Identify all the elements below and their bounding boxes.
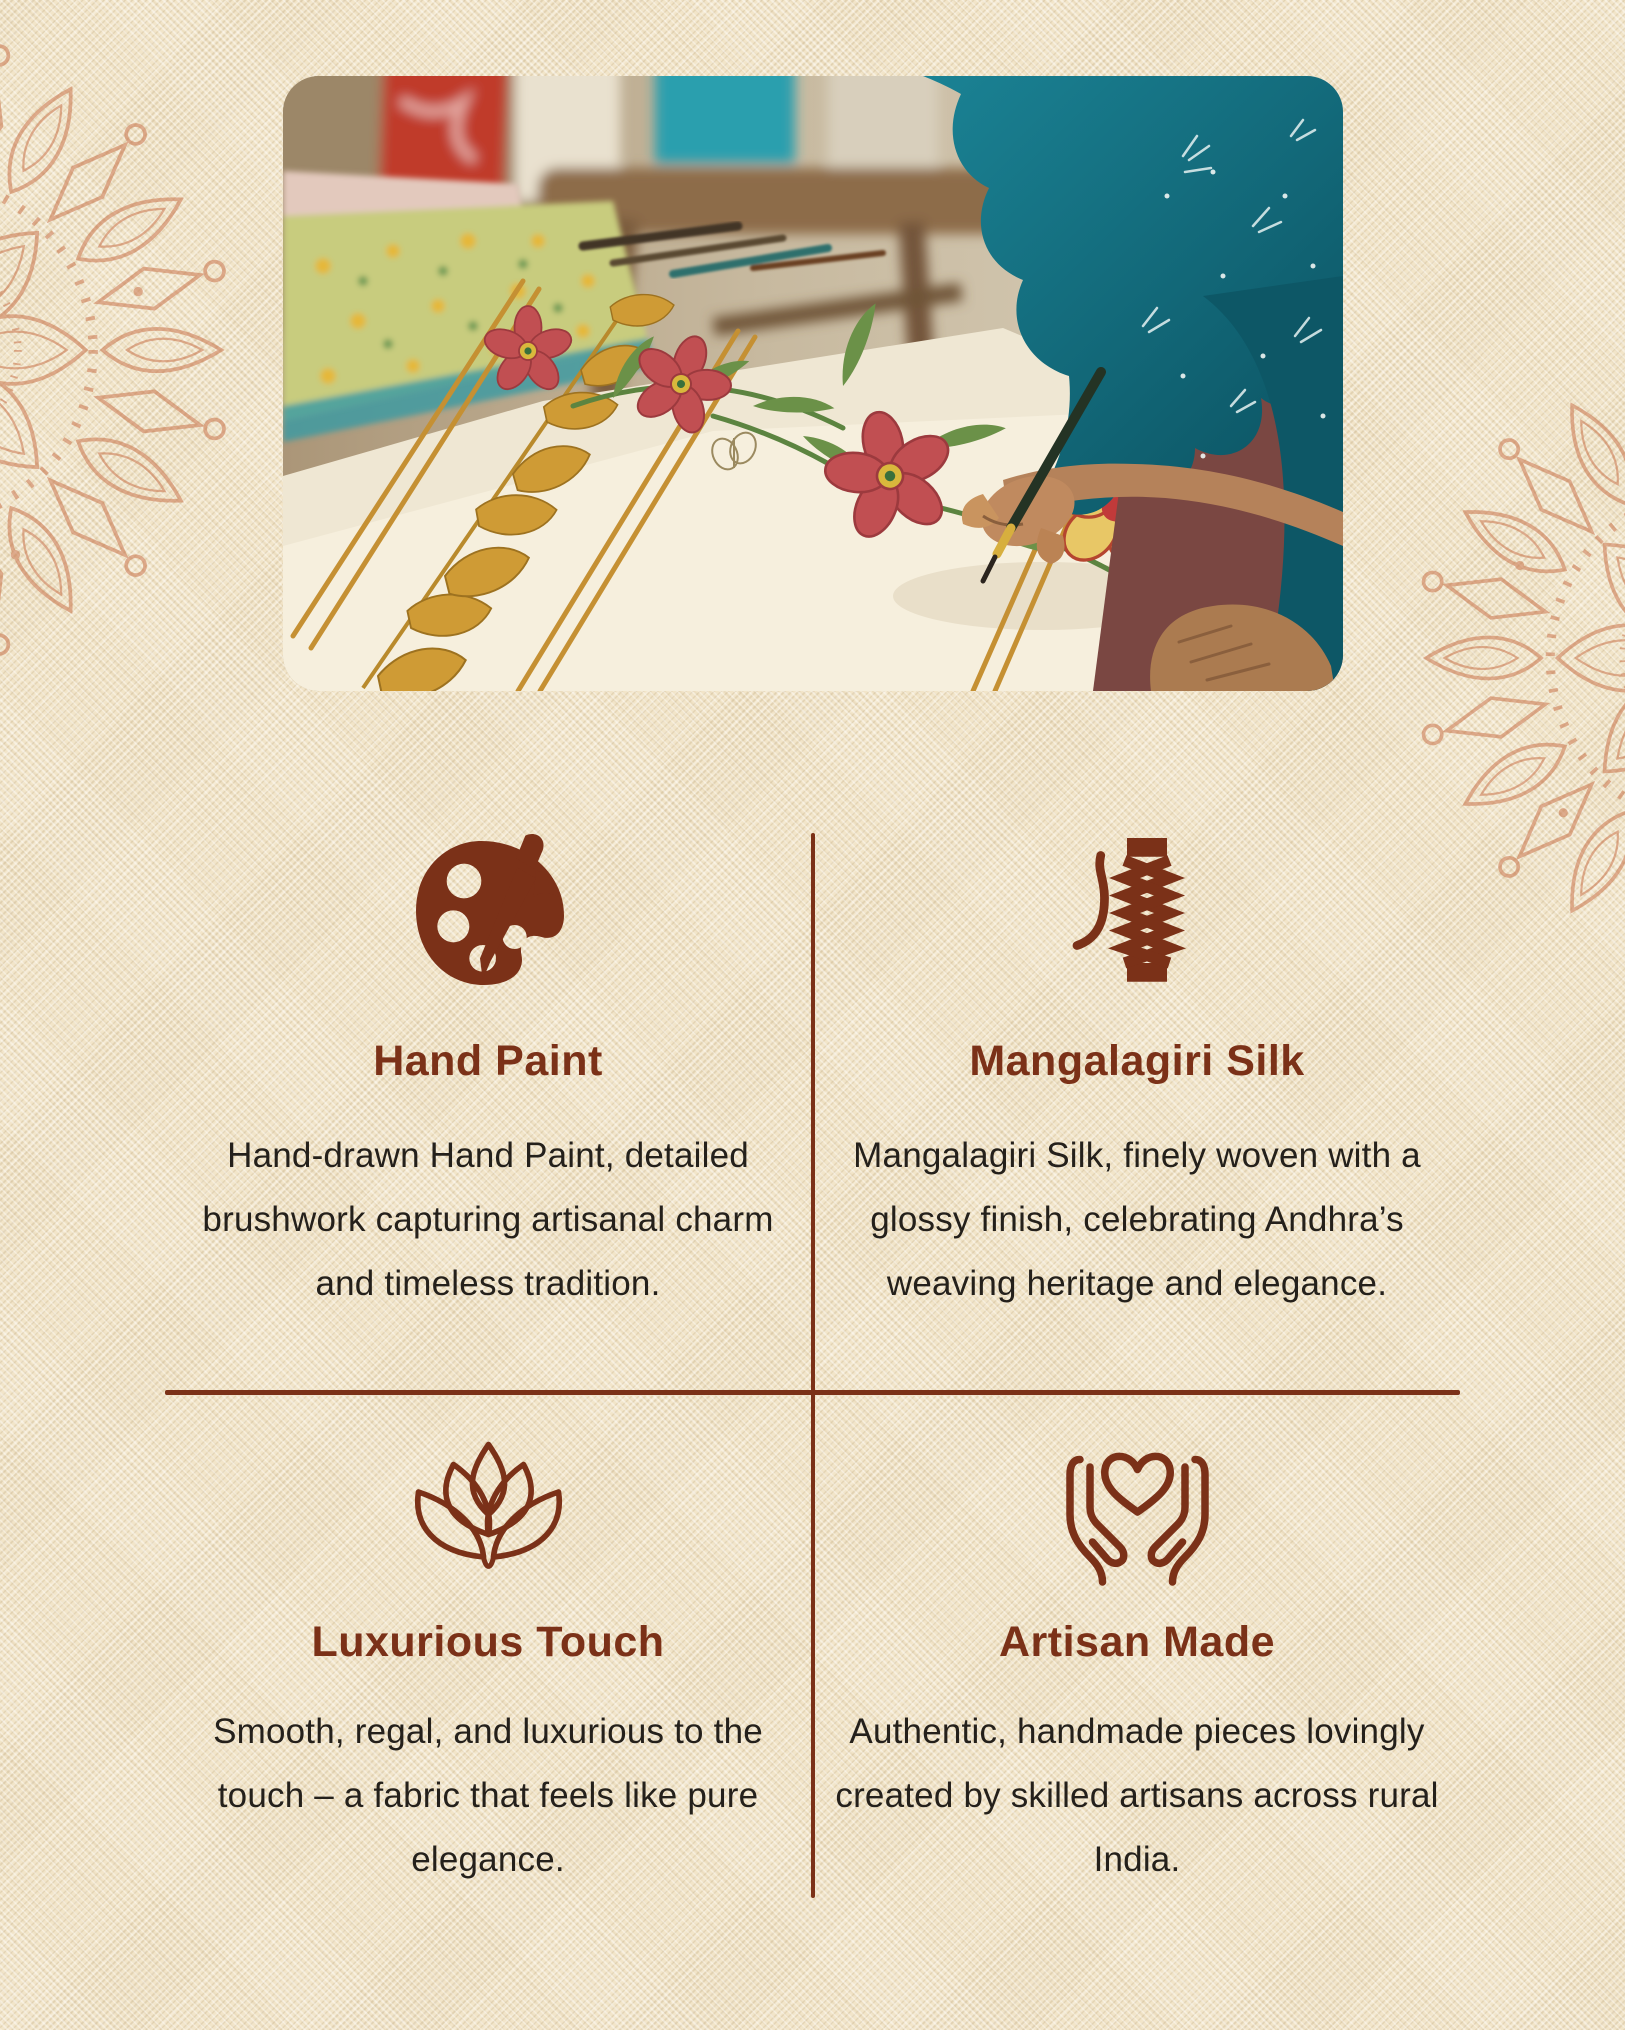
hands-holding-heart-icon [1055, 1437, 1220, 1582]
silk-thread-spool-icon [1062, 833, 1212, 993]
lotus-icon [401, 1437, 576, 1582]
feature-luxurious-touch [165, 1395, 811, 1892]
feature-description: Smooth, regal, and luxurious to the touch – a fabric that feels like pure elegance. [213, 1712, 763, 1879]
palette-icon [408, 833, 568, 993]
feature-description: Hand-drawn Hand Paint, detailed brushwork capturing artisanal charm and timeless tradition. [202, 1136, 774, 1303]
feature-title: Luxurious Touch [311, 1618, 665, 1666]
feature-mangalagiri-silk [814, 833, 1460, 1316]
feature-description: Authentic, handmade pieces lovingly created by skilled artisans across rural India. [835, 1712, 1439, 1879]
feature-artisan-made [814, 1395, 1460, 1892]
feature-title: Hand Paint [373, 1037, 603, 1085]
feature-description: Mangalagiri Silk, finely woven with a glossy finish, celebrating Andhra’s weaving heritage and elegance. [853, 1136, 1421, 1303]
feature-title: Artisan Made [998, 1618, 1275, 1666]
hero-scene [283, 76, 1343, 691]
feature-hand-paint [165, 833, 811, 1316]
hero-image [283, 76, 1343, 691]
feature-title: Mangalagiri Silk [969, 1037, 1305, 1085]
mandala-ornament-top-left [0, 30, 240, 670]
